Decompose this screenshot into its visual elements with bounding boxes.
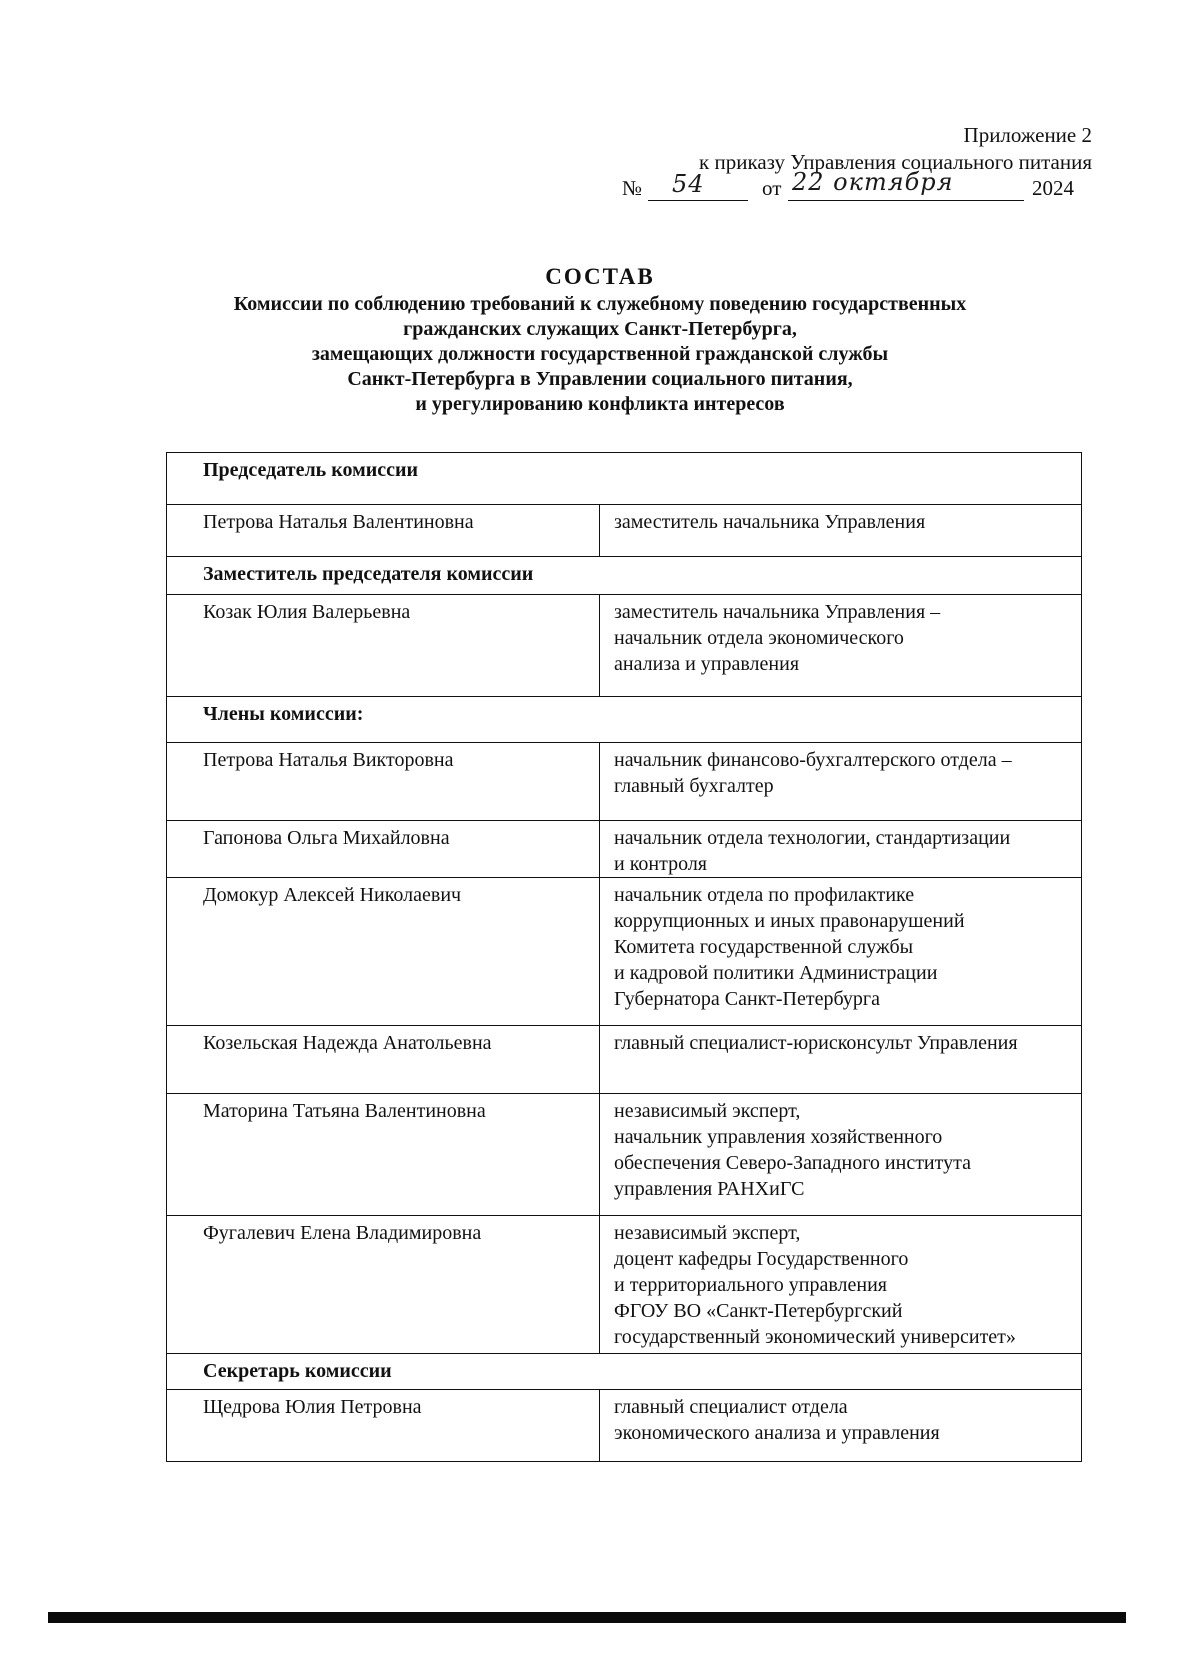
order-number-handwritten: 54 (672, 170, 705, 198)
position-line: Губернатора Санкт-Петербурга (614, 988, 880, 1010)
order-date-handwritten: 22 октября (792, 168, 954, 196)
member-name: Петрова Наталья Валентиновна (167, 505, 600, 557)
document-title (150, 262, 1050, 417)
section-heading: Секретарь комиссии (167, 1354, 1082, 1390)
position-line: коррупционных и иных правонарушений (614, 910, 965, 932)
commission-table (166, 452, 1082, 1462)
position-line: заместитель начальника Управления – (614, 601, 941, 623)
member-row (167, 1094, 1082, 1216)
member-row (167, 595, 1082, 697)
footer-bar (48, 1612, 1126, 1623)
position-line: главный специалист отдела (614, 1396, 848, 1418)
member-name: Маторина Татьяна Валентиновна (167, 1094, 600, 1216)
date-label: от (762, 176, 782, 200)
position-line: заместитель начальника Управления (614, 511, 926, 533)
position-line: начальник отдела технологии, стандартизации (614, 827, 1011, 849)
position-line: экономического анализа и управления (614, 1422, 940, 1444)
member-position (600, 505, 1082, 557)
title-line-1: Комиссии по соблюдению требований к служебному поведению государственных (233, 293, 967, 315)
number-label: № (622, 176, 643, 200)
position-line: начальник отдела экономического (614, 627, 904, 649)
section-row (167, 1354, 1082, 1390)
date-underline (788, 200, 1024, 201)
position-line: ФГОУ ВО «Санкт-Петербургский (614, 1300, 903, 1322)
title-main: СОСТАВ (545, 264, 655, 289)
member-name: Гапонова Ольга Михайловна (167, 821, 600, 878)
member-row (167, 1216, 1082, 1354)
position-line: независимый эксперт, (614, 1222, 801, 1244)
section-heading: Заместитель председателя комиссии (167, 557, 1082, 595)
position-line: государственный экономический университет» (614, 1326, 1016, 1348)
section-row (167, 453, 1082, 505)
position-line: и контроля (614, 853, 708, 875)
member-name: Щедрова Юлия Петровна (167, 1390, 600, 1462)
member-name: Козак Юлия Валерьевна (167, 595, 600, 697)
title-line-4: Санкт-Петербурга в Управлении социального питания, (347, 368, 853, 390)
number-underline (648, 200, 748, 201)
position-line: главный специалист-юрисконсульт Управления (614, 1032, 1018, 1054)
section-heading: Члены комиссии: (167, 697, 1082, 743)
section-row (167, 697, 1082, 743)
member-position (600, 1094, 1082, 1216)
member-name: Петрова Наталья Викторовна (167, 743, 600, 821)
member-position (600, 878, 1082, 1026)
position-line: главный бухгалтер (614, 775, 774, 797)
member-position (600, 1026, 1082, 1094)
member-row (167, 1390, 1082, 1462)
title-line-5: и урегулированию конфликта интересов (415, 393, 785, 415)
title-line-2: гражданских служащих Санкт-Петербурга, (403, 318, 797, 340)
member-name: Козельская Надежда Анатольевна (167, 1026, 600, 1094)
order-number-line (622, 168, 1092, 204)
order-year: 2024 (1032, 176, 1074, 200)
position-line: начальник финансово-бухгалтерского отдела – (614, 749, 1012, 771)
member-name: Домокур Алексей Николаевич (167, 878, 600, 1026)
member-position (600, 595, 1082, 697)
position-line: обеспечения Северо-Западного института (614, 1152, 971, 1174)
position-line: анализа и управления (614, 653, 800, 675)
member-row (167, 1026, 1082, 1094)
position-line: и кадровой политики Администрации (614, 962, 938, 984)
section-heading: Председатель комиссии (167, 453, 1082, 505)
member-row (167, 821, 1082, 878)
appendix-title: Приложение 2 (963, 123, 1092, 147)
member-position (600, 1390, 1082, 1462)
position-line: доцент кафедры Государственного (614, 1248, 909, 1270)
title-line-3: замещающих должности государственной гражданской службы (311, 343, 889, 365)
member-row (167, 878, 1082, 1026)
position-line: и территориального управления (614, 1274, 887, 1296)
position-line: независимый эксперт, (614, 1100, 801, 1122)
position-line: начальник управления хозяйственного (614, 1126, 943, 1148)
section-row (167, 557, 1082, 595)
member-row (167, 505, 1082, 557)
member-name: Фугалевич Елена Владимировна (167, 1216, 600, 1354)
member-position (600, 1216, 1082, 1354)
member-row (167, 743, 1082, 821)
position-line: Комитета государственной службы (614, 936, 914, 958)
position-line: управления РАНХиГС (614, 1178, 805, 1200)
order-reference: к приказу Управления социального питания (699, 150, 1092, 174)
member-position (600, 743, 1082, 821)
member-position (600, 821, 1082, 878)
position-line: начальник отдела по профилактике (614, 884, 915, 906)
